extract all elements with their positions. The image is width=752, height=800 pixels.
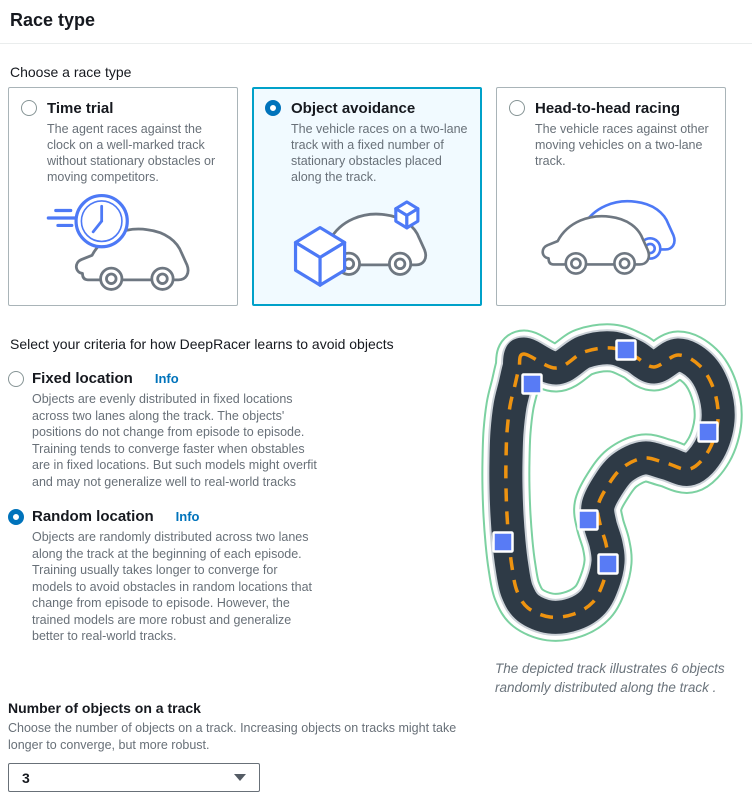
head-to-head-radio[interactable] [509, 100, 525, 116]
track-illustration [460, 312, 752, 648]
track-figure [460, 312, 752, 697]
objects-section [8, 700, 508, 792]
track-object [699, 423, 718, 442]
objects-description: Choose the number of objects on a track. Increasing objects on tracks might take longer to converge, but more robust. [8, 721, 457, 752]
fixed-location-radio[interactable] [8, 371, 24, 387]
chevron-down-icon [234, 774, 246, 781]
track-object [494, 533, 513, 552]
time-trial-radio[interactable] [21, 100, 37, 116]
card-description: The vehicle races on a two-lane track with a fixed number of stationary obstacles placed along the track. [291, 122, 468, 184]
race-type-cards [8, 87, 752, 306]
page-header [0, 0, 752, 31]
random-location-info-link[interactable]: Info [175, 509, 200, 524]
card-object-avoidance[interactable] [252, 87, 482, 306]
fixed-location-info-link[interactable]: Info [154, 371, 179, 386]
option-description: Objects are randomly distributed across two lanes along the track at the beginning of each episode. Training usually takes longer to converge for models to avoid obstacles in random locations that change from episode to episode. However, the trained models are more robust and generalize better to real-world tracks. [32, 530, 313, 643]
track-object [599, 555, 618, 574]
track-caption: The depicted track illustrates 6 objects randomly distributed along the track . [495, 661, 725, 695]
dropdown-value: 3 [22, 769, 30, 786]
option-title: Fixed location [32, 370, 133, 387]
track-object [523, 375, 542, 394]
option-description: Objects are evenly distributed in fixed locations across two lanes along the track. The objects' positions do not change from episode to episode. Training tends to converge faster when obstables are in fixed locations. But such models might overfit and may not generalize well to real-world tracks [32, 392, 317, 489]
card-title: Time trial [47, 100, 114, 117]
card-description: The agent races against the clock on a well-marked track without stationary obstacles or moving competitors. [47, 122, 216, 184]
option-title: Random location [32, 508, 154, 525]
card-title: Object avoidance [291, 100, 416, 117]
criteria-heading: Select your criteria for how DeepRacer learns to avoid objects [10, 336, 394, 352]
race-type-label: Choose a race type [10, 64, 132, 80]
card-time-trial[interactable] [8, 87, 238, 306]
car-with-obstacle-cubes-icon [287, 189, 447, 296]
header-divider [0, 43, 752, 44]
two-racing-cars-icon [531, 173, 691, 280]
card-description: The vehicle races against other moving vehicles on a two-lane track. [535, 122, 709, 168]
object-avoidance-radio[interactable] [265, 100, 281, 116]
card-head-to-head[interactable] [496, 87, 726, 306]
track-object [617, 341, 636, 360]
random-location-radio[interactable] [8, 509, 24, 525]
track-object [579, 511, 598, 530]
card-title: Head-to-head racing [535, 100, 681, 117]
page-title: Race type [10, 10, 96, 30]
objects-label: Number of objects on a track [8, 700, 201, 716]
speeding-clock-car-icon [43, 189, 203, 296]
object-count-dropdown[interactable] [8, 763, 260, 792]
